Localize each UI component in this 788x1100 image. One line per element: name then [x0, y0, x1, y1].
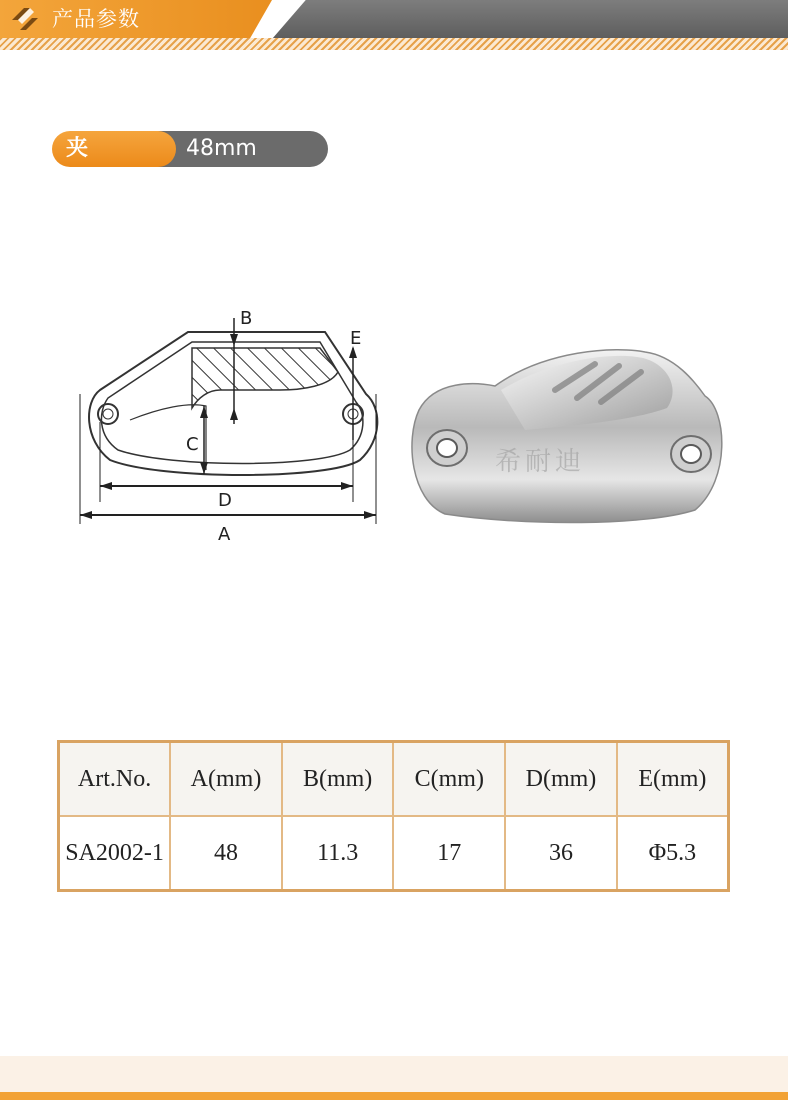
photo-watermark: 希耐迪: [495, 447, 586, 477]
spec-header-cell: D(mm): [505, 742, 617, 817]
spec-table-row: [59, 816, 729, 891]
dim-label-c: C: [186, 434, 199, 455]
brand-logo-icon: [8, 4, 42, 34]
spec-table: [57, 740, 730, 892]
spec-header-cell: C(mm): [393, 742, 505, 817]
section-title: 产品参数: [52, 7, 140, 31]
spec-table-header-row: [59, 742, 729, 817]
technical-drawing: [70, 290, 390, 550]
header-gray-bar: [240, 0, 788, 38]
header-stripe-divider: [0, 38, 788, 50]
dim-label-d: D: [218, 490, 232, 511]
spec-header-cell: E(mm): [617, 742, 729, 817]
spec-header-cell: B(mm): [282, 742, 394, 817]
spec-header-cell: A(mm): [170, 742, 282, 817]
product-size: 48mm: [186, 136, 257, 161]
spec-header-cell: Art.No.: [59, 742, 171, 817]
dim-label-a: A: [218, 524, 231, 545]
spec-cell: Φ5.3: [617, 816, 729, 891]
footer-accent-line: [0, 1092, 788, 1100]
spec-cell: 36: [505, 816, 617, 891]
spec-cell: 48: [170, 816, 282, 891]
footer-band: [0, 1056, 788, 1092]
product-name: 夹绳器: [66, 136, 91, 233]
dim-label-b: B: [240, 308, 253, 329]
cleat-jaw-hatched: [192, 348, 338, 408]
product-photo: [405, 330, 735, 530]
spec-cell: 17: [393, 816, 505, 891]
spec-cell: SA2002-1: [59, 816, 171, 891]
section-header: [0, 0, 788, 38]
dim-label-e: E: [350, 328, 362, 349]
spec-cell: 11.3: [282, 816, 394, 891]
